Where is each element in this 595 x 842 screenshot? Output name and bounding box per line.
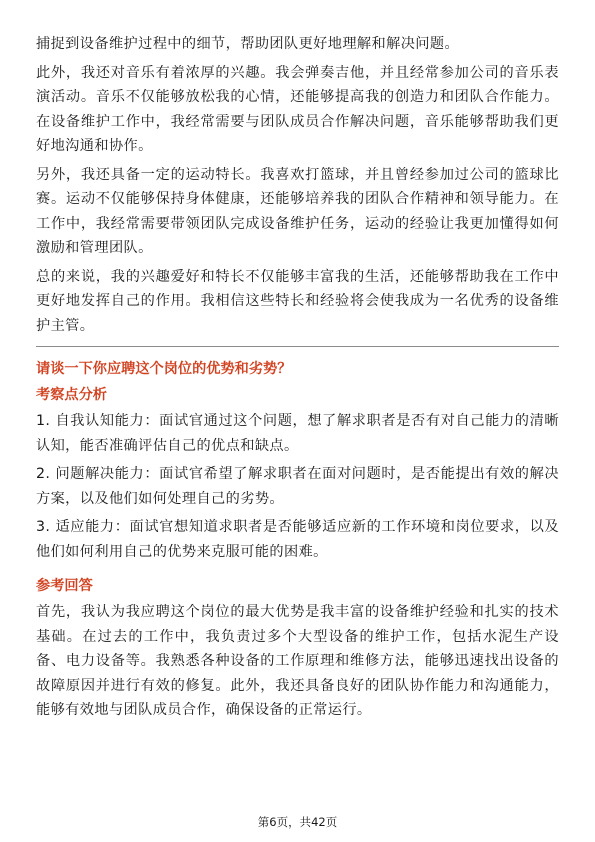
- question-heading: 请谈一下你应聘这个岗位的优势和劣势？: [36, 361, 292, 377]
- intro-paragraph-3: 另外，我还具备一定的运动特长。我喜欢打篮球，并且曾经参加过公司的篮球比赛。运动不仅能够保持身体健康，还能够培养我的团队合作精神和领导能力。在工作中，我经常需要带领团队完成设备维护任务，运动的经验让我更加懂得如何激励和管理团队。: [36, 166, 559, 256]
- intro-paragraph-1: 捕捉到设备维护过程中的细节，帮助团队更好地理解和解决问题。: [36, 36, 460, 52]
- intro-paragraph-4: 总的来说，我的兴趣爱好和特长不仅能够丰富我的生活，还能够帮助我在工作中更好地发挥自己的作用。我相信这些特长和经验将会使我成为一名优秀的设备维护主管。: [36, 268, 559, 334]
- answer-heading: 参考回答: [36, 578, 93, 594]
- section-divider: [36, 346, 559, 347]
- analysis-heading: 考察点分析: [36, 387, 107, 403]
- analysis-item-2: 2. 问题解决能力：面试官希望了解求职者在面对问题时，是否能提出有效的解决方案，以及他们如何处理自己的劣势。: [36, 466, 559, 507]
- intro-paragraph-2: 此外，我还对音乐有着浓厚的兴趣。我会弹奏吉他，并且经常参加公司的音乐表演活动。音乐不仅能够放松我的心情，还能够提高我的创造力和团队合作能力。在设备维护工作中，我经常需要与团队成员合作解决问题，音乐能够帮助我们更好地沟通和协作。: [36, 64, 559, 154]
- page-content: [36, 32, 559, 727]
- analysis-item-3: 3. 适应能力：面试官想知道求职者是否能够适应新的工作环境和岗位要求，以及他们如何利用自己的优势来克服可能的困难。: [36, 519, 559, 560]
- page-number-footer: 第6页，共42页: [257, 815, 338, 829]
- answer-paragraph: 首先，我认为我应聘这个岗位的最大优势是我丰富的设备维护经验和扎实的技术基础。在过去的工作中，我负责过多个大型设备的维护工作，包括水泥生产设备、电力设备等。我熟悉各种设备的工作原理和维修方法，能够迅速找出设备的故障原因并进行有效的修复。此外，我还具备良好的团队协作能力和沟通能力，能够有效地与团队成员合作，确保设备的正常运行。: [36, 604, 559, 718]
- analysis-item-1: 1. 自我认知能力：面试官通过这个问题，想了解求职者是否有对自己能力的清晰认知，能否准确评估自己的优点和缺点。: [36, 413, 559, 454]
